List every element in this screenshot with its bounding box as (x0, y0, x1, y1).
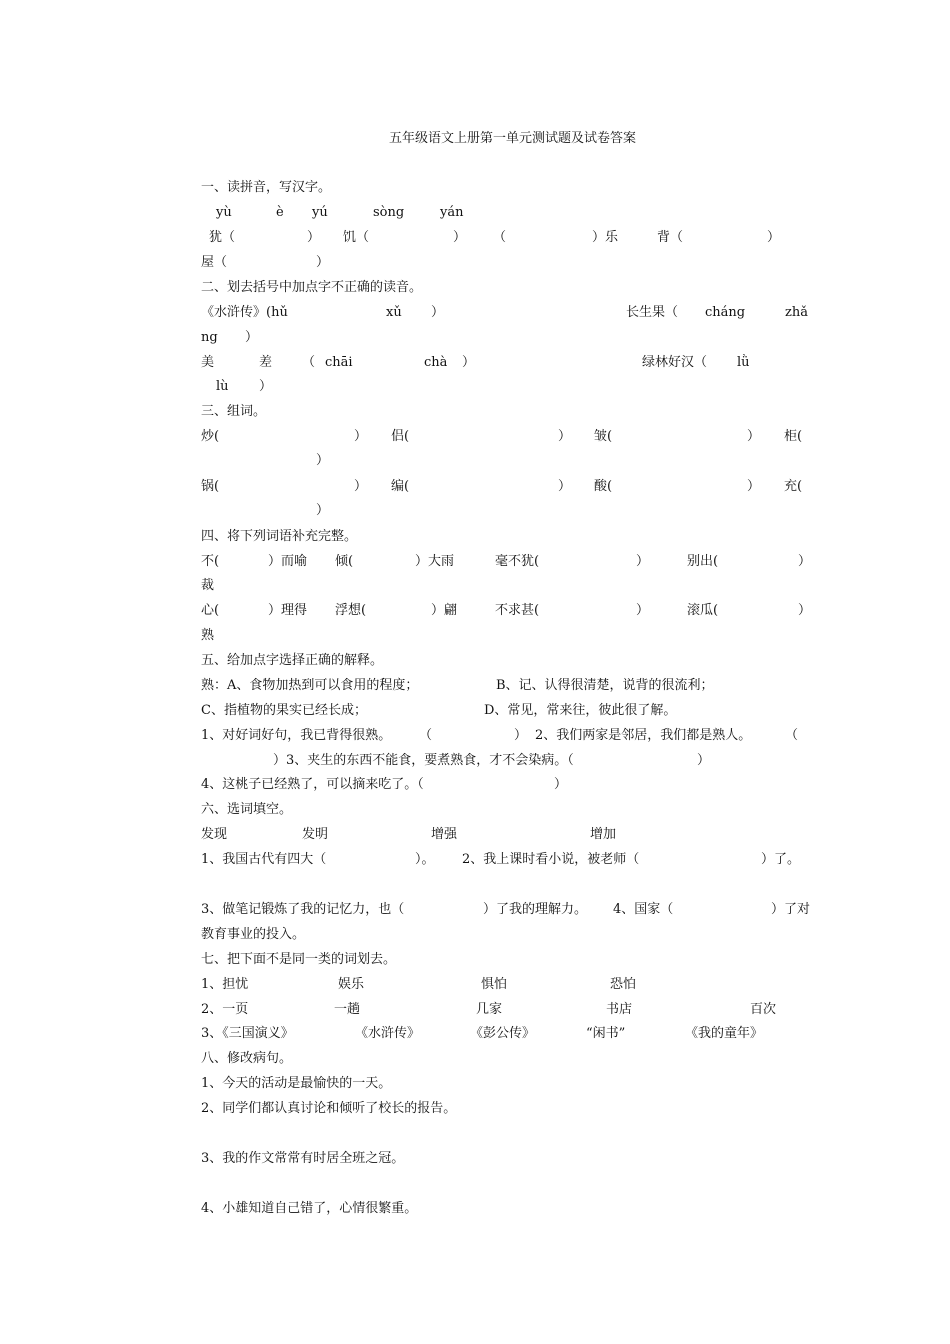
s6-q4-continued: 教育事业的投入。 (201, 927, 306, 942)
s4-r2-2: 浮想( (335, 603, 367, 618)
s5-option-a: 熟：A、食物加热到可以食用的程度； (201, 678, 419, 693)
s2-l1-5: zhǎ (785, 305, 808, 320)
s3-r2b-0: ） (316, 503, 330, 518)
s6-question-3: 3、做笔记锻炼了我的记忆力，也（ (201, 902, 405, 917)
s2-l1-4: cháng (705, 305, 746, 320)
s6-q3-close: ）了我的理解力。 (483, 902, 588, 917)
s2-l4-0: lù (216, 379, 229, 394)
s7-r2-1: 一趟 (334, 1002, 361, 1017)
s1-r1-3: ） (453, 230, 467, 245)
section-2-heading: 二、划去括号中加点字不正确的读音。 (201, 280, 423, 295)
s3-r2-1: ） (354, 479, 368, 494)
s7-r2-0: 2、一页 (201, 1002, 249, 1017)
section-8-heading: 八、修改病句。 (201, 1051, 293, 1066)
s2-l3-7: lǜ (737, 355, 750, 370)
s5-option-c: C、指植物的果实已经长成； (201, 703, 367, 718)
s4-r2b-0: 熟 (201, 628, 215, 643)
s7-r1-2: 惧怕 (481, 977, 508, 992)
s1-r1-7: ） (767, 230, 781, 245)
s2-l1-2: ） (431, 305, 445, 320)
s6-question-2: 2、我上课时看小说，被老师（ (462, 852, 640, 867)
s6-word-3: 增强 (431, 827, 458, 842)
s3-r2-5: ） (747, 479, 761, 494)
s6-word-2: 发明 (302, 827, 329, 842)
section-7-heading: 七、把下面不是同一类的词划去。 (201, 952, 397, 967)
s4-r2-3: ）翩 (431, 603, 458, 618)
s1-r1-5: ）乐 (592, 230, 619, 245)
section-4-heading: 四、将下列词语补充完整。 (201, 529, 358, 544)
s1-r1-2: 饥（ (343, 230, 370, 245)
s2-l3-4: chà (424, 355, 448, 370)
s3-r2-0: 锅( (201, 479, 220, 494)
s7-r2-3: 书店 (606, 1002, 633, 1017)
s6-q2-close: ）了。 (761, 852, 801, 867)
s6-question-1: 1、我国古代有四大（ (201, 852, 327, 867)
s5-question-4: 4、这桃子已经熟了，可以摘来吃了。（ (201, 777, 424, 792)
s3-r2-2: 编( (391, 479, 410, 494)
s3-r1-2: 侣( (391, 429, 410, 444)
s1-r2-0: 屋（ (201, 255, 228, 270)
s3-r1-3: ） (558, 429, 572, 444)
s7-r2-4: 百次 (750, 1002, 777, 1017)
s5-question-2: 2、我们两家是邻居，我们都是熟人。 (535, 728, 752, 743)
s6-word-4: 增加 (590, 827, 617, 842)
s6-q1-close: ）。 (415, 852, 435, 867)
s8-question-3: 3、我的作文常常有时居全班之冠。 (201, 1151, 405, 1166)
s7-r1-3: 恐怕 (610, 977, 637, 992)
s3-r2-3: ） (558, 479, 572, 494)
s8-question-2: 2、同学们都认真讨论和倾听了校长的报告。 (201, 1101, 457, 1116)
pinyin-5: yán (440, 205, 464, 220)
s2-l1-0: 《水浒传》(hǔ (201, 305, 288, 320)
s2-l2-0: ng (201, 330, 218, 345)
s4-r1-2: 倾( (335, 554, 354, 569)
section-6-heading: 六、选词填空。 (201, 802, 293, 817)
s2-l3-3: chāi (325, 355, 353, 370)
pinyin-3: yú (312, 205, 328, 220)
pinyin-4: sòng (373, 205, 405, 220)
s1-r1-0: 犹（ (209, 230, 236, 245)
s2-l1-1: xǔ (386, 305, 402, 320)
s6-word-1: 发现 (201, 827, 228, 842)
s6-q4-close: ）了对 (771, 902, 811, 917)
s4-r2-0: 心( (201, 603, 220, 618)
s3-r1-4: 皱( (594, 429, 613, 444)
s4-r2-4: 不求甚( (495, 603, 540, 618)
s4-r1-3: ）大雨 (415, 554, 455, 569)
s8-question-4: 4、小雄知道自己错了，心情很繁重。 (201, 1201, 418, 1216)
s5-question-1: 1、对好词好句，我已背得很熟。 (201, 728, 392, 743)
s2-l4-1: ） (259, 379, 273, 394)
s1-r1-4: （ (493, 230, 507, 245)
s4-r2-1: ）理得 (268, 603, 308, 618)
s5-question-3: ）3、夹生的东西不能食，要煮熟食，才不会染病。（ (273, 753, 574, 768)
s2-l3-6: 绿林好汉（ (642, 355, 708, 370)
s7-r3-2: 《彭公传》 (470, 1026, 536, 1041)
section-3-heading: 三、组词。 (201, 404, 267, 419)
s2-l2-1: ） (245, 330, 259, 345)
s2-l3-5: ） (462, 355, 476, 370)
s1-r2-1: ） (316, 255, 330, 270)
s6-question-4: 4、国家（ (613, 902, 674, 917)
s2-l3-0: 美 (201, 355, 215, 370)
s5-q1-close: ） (514, 728, 528, 743)
s3-r2-4: 酸( (594, 479, 613, 494)
s4-r2-7: ） (798, 603, 812, 618)
s3-r1b-0: ） (316, 453, 330, 468)
s4-r1-4: 毫不犹( (495, 554, 540, 569)
s4-r2-5: ） (636, 603, 650, 618)
s4-r1-1: ）而喻 (268, 554, 308, 569)
s5-q2-open: （ (785, 728, 799, 743)
s1-r1-1: ） (307, 230, 321, 245)
s4-r1-6: 别出( (687, 554, 719, 569)
s7-r3-1: 《水浒传》 (355, 1026, 421, 1041)
s7-r3-4: 《我的童年》 (685, 1026, 764, 1041)
s4-r2-6: 滚瓜( (687, 603, 719, 618)
s5-option-b: B、记、认得很清楚，说背的很流利； (496, 678, 714, 693)
s2-l1-3: 长生果（ (626, 305, 679, 320)
s5-q3-close: ） (697, 753, 711, 768)
s5-q1-open: （ (419, 728, 433, 743)
pinyin-2: è (276, 205, 284, 220)
page-title: 五年级语文上册第一单元测试题及试卷答案 (389, 131, 637, 146)
s4-r1b-0: 裁 (201, 578, 215, 593)
s7-r2-2: 几家 (476, 1002, 503, 1017)
s3-r2-6: 充( (784, 479, 803, 494)
section-5-heading: 五、给加点字选择正确的解释。 (201, 653, 384, 668)
s7-r3-0: 3、《三国演义》 (201, 1026, 294, 1041)
section-1-heading: 一、读拼音，写汉字。 (201, 180, 332, 195)
pinyin-1: yù (216, 205, 232, 220)
s7-r3-3: “闲书” (586, 1026, 626, 1041)
s2-l3-2: （ (302, 355, 316, 370)
s5-option-d: D、常见，常来往，彼此很了解。 (484, 703, 677, 718)
s2-l3-1: 差 (259, 355, 273, 370)
s3-r1-5: ） (747, 429, 761, 444)
s3-r1-0: 炒( (201, 429, 220, 444)
s1-r1-6: 背（ (657, 230, 684, 245)
s4-r1-7: ） (798, 554, 812, 569)
s3-r1-6: 柜( (784, 429, 803, 444)
s3-r1-1: ） (354, 429, 368, 444)
s7-r1-0: 1、担忧 (201, 977, 249, 992)
s7-r1-1: 娱乐 (338, 977, 365, 992)
s8-question-1: 1、今天的活动是最愉快的一天。 (201, 1076, 392, 1091)
s4-r1-5: ） (636, 554, 650, 569)
s5-q4-close: ） (554, 777, 568, 792)
s4-r1-0: 不( (201, 554, 220, 569)
